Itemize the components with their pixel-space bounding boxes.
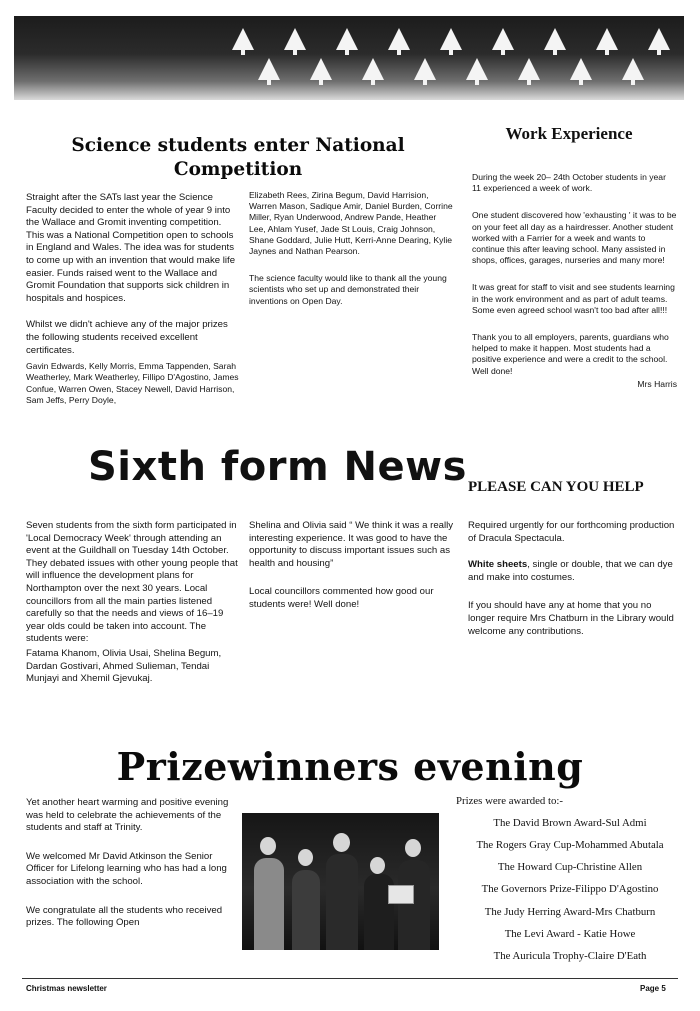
photo-head: [298, 849, 313, 866]
work-experience-body: [472, 172, 677, 390]
prize-column-left: [26, 797, 238, 940]
science-headline-line2: Competition: [173, 159, 303, 180]
footer-rule: [22, 978, 678, 979]
award-item: The Auricula Trophy-Claire D'Eath: [493, 950, 647, 962]
science-names-list-2: Elizabeth Rees, Zirina Begum, David Harrision, Warren Mason, Sadique Amir, Daniel Burden, Corrine Miller, Ryan Underwood, Andrew Pande, Heather Lee, Ahlam Yusef, Jade St Louis, Craig Johnson, Shane Goddard, Julie Hutt, Kerri-Anne Dearing, Kylie Jaynes and Nathan Pearson.: [249, 190, 453, 257]
work-paragraph-3: It was great for staff to visit and see students learning in the work environment and as part of adult teams. Some even agreed school wasn't too bad after all!!!: [472, 282, 675, 315]
work-paragraph-4: Thank you to all employers, parents, guardians who helped to make it happen. Most students had a positive experience and were a credit to the school. Well done!: [472, 332, 669, 376]
work-signature: Mrs Harris: [637, 378, 677, 389]
sixth-quote: Shelina and Olivia said “ We think it was a really interesting experience. It was good to have the opportunity to discuss important issues such as health and housing”: [249, 520, 454, 569]
footer-page-number: Page 5: [640, 984, 666, 993]
science-headline: [26, 134, 450, 182]
christmas-tree-banner: [14, 16, 684, 100]
help-paragraph-2-rest: , single or double, that we can dye and make into costumes.: [468, 559, 673, 583]
tree-icon: [414, 58, 436, 80]
sixth-paragraph-1: Seven students from the sixth form participated in 'Local Democracy Week' through attending an event at the Guildhall on Tuesday 14th October. They debated issues with other young people that will influence the development plans for Northampton over the next 30 years. Local councillors from all the main parties listened carefully so that the needs and views of 16–19 year olds could be taken into account. The students were:: [26, 520, 238, 645]
tree-icon: [440, 28, 462, 50]
tree-icon: [518, 58, 540, 80]
tree-icon: [232, 28, 254, 50]
work-paragraph-2: One student discovered how 'exhausting ' it was to be on your feet all day as a hairdresser. Another student worked with a Farrier for a week and wants to continue this after leaving school. Many assisted in shops, offices, garages, nurseries and many more!: [472, 210, 677, 266]
tree-icon: [336, 28, 358, 50]
sixth-councillors: Local councillors commented how good our students were! Well done!: [249, 586, 434, 610]
award-item: The Levi Award - Katie Howe: [504, 928, 636, 940]
tree-icon: [570, 58, 592, 80]
prize-paragraph-2: We welcomed Mr David Atkinson the Senior Officer for Lifelong learning who has had a long association with the school.: [26, 850, 227, 887]
certificate-frame: [388, 885, 414, 904]
help-paragraph-2: [468, 559, 680, 584]
science-column-left: [26, 192, 240, 416]
awards-heading: Prizes were awarded to:-: [456, 795, 564, 807]
photo-person: [398, 860, 430, 950]
tree-icon: [258, 58, 280, 80]
tree-icon: [622, 58, 644, 80]
help-white-sheets: White sheets: [468, 559, 528, 571]
tree-icon: [648, 28, 670, 50]
photo-head: [370, 857, 385, 874]
tree-icon: [466, 58, 488, 80]
work-paragraph-1: During the week 20– 24th October students in year 11 experienced a week of work.: [472, 172, 666, 194]
science-names-list-1: Gavin Edwards, Kelly Morris, Emma Tappenden, Sarah Weatherley, Mark Weatherley, Fillipo D'Agostino, James Confue, Warren Owen, Stacey Newell, David Harrison, Sam Jeffs, Perry Doyle,: [26, 361, 239, 405]
footer-newsletter-name: Christmas newsletter: [26, 984, 107, 993]
sixth-column-right: [249, 520, 454, 622]
help-paragraph-1: Required urgently for our forthcoming production of Dracula Spectacula.: [468, 520, 675, 544]
tree-icon: [544, 28, 566, 50]
help-title: PLEASE CAN YOU HELP: [468, 479, 644, 495]
award-item: The Judy Herring Award-Mrs Chatburn: [484, 906, 656, 918]
prizewinners-photo: [242, 813, 439, 950]
award-item: The Rogers Gray Cup-Mohammed Abutala: [476, 839, 664, 851]
tree-icon: [362, 58, 384, 80]
science-paragraph-1: Straight after the SATs last year the Science Faculty decided to enter the whole of year 9 into the Wallace and Gromit inventing competition. This was a National Competition open to schools in England and Wales. The idea was for students to come up with an invention that would make life easier. Funds raised went to the Wallace and Gromit Foundation that supports sick children in hospitals and hospices.: [26, 192, 236, 304]
tree-icon: [596, 28, 618, 50]
tree-icon: [492, 28, 514, 50]
photo-head: [333, 833, 350, 852]
photo-head: [260, 837, 276, 855]
science-thanks: The science faculty would like to thank all the young scientists who set up and demonstrated their inventions on Open Day.: [249, 273, 447, 306]
tree-icon: [388, 28, 410, 50]
prize-paragraph-1: Yet another heart warming and positive evening was held to celebrate the achievements of the students and staff at Trinity.: [26, 797, 229, 834]
science-paragraph-2: Whilst we didn't achieve any of the major prizes the following students received excellent certificates.: [26, 319, 228, 356]
award-item: The Howard Cup-Christine Allen: [497, 861, 643, 873]
prizewinners-title: Prizewinners evening: [116, 744, 584, 789]
photo-person: [326, 854, 358, 950]
science-headline-line1: Science students enter National: [71, 135, 405, 156]
tree-icon: [284, 28, 306, 50]
photo-person: [254, 858, 284, 950]
prize-paragraph-3: We congratulate all the students who received prizes. The following Open: [26, 904, 223, 929]
photo-person: [292, 870, 320, 950]
tree-icon: [310, 58, 332, 80]
sixth-form-title: Sixth form News: [88, 444, 467, 490]
photo-head: [405, 839, 421, 857]
work-experience-title: Work Experience: [505, 124, 633, 143]
award-item: The Governors Prize-Filippo D'Agostino: [481, 883, 659, 895]
science-column-right: [249, 190, 454, 316]
help-paragraph-3: If you should have any at home that you no longer require Mrs Chatburn in the Library would welcome any contributions.: [468, 600, 674, 637]
sixth-column-left: [26, 520, 240, 696]
help-body: [468, 520, 680, 648]
award-item: The David Brown Award-Sul Admi: [493, 817, 647, 829]
sixth-students-list: Fatama Khanom, Olivia Usai, Shelina Begum, Dardan Gostivari, Ahmed Sulieman, Tendai Munjayi and Xhemil Gjevukaj.: [26, 647, 222, 685]
